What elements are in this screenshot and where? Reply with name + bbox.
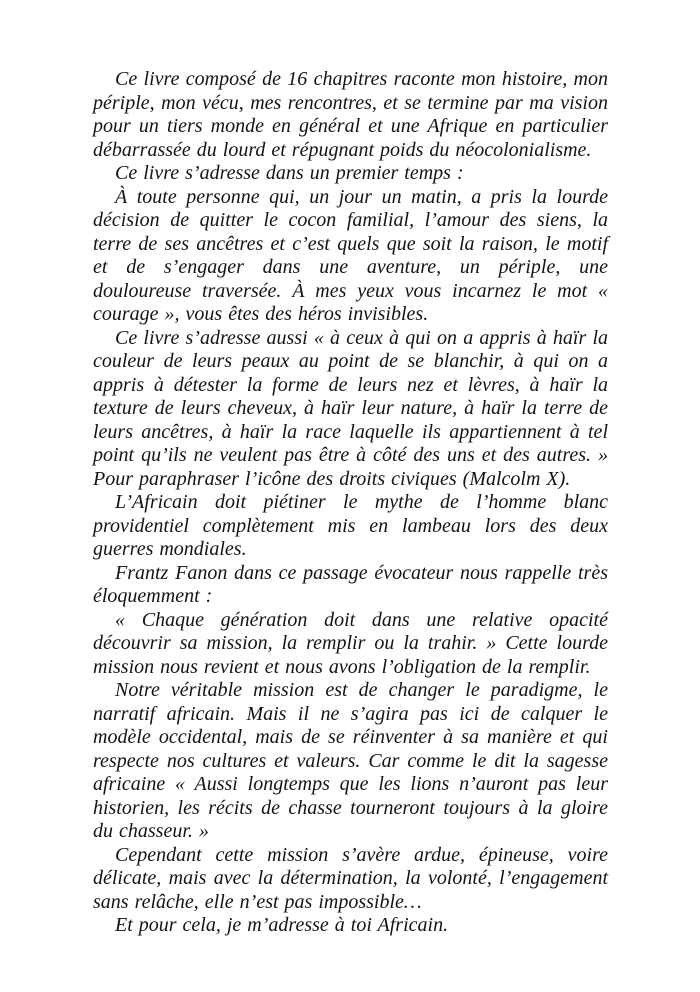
paragraph-closing-address: Et pour cela, je m’adresse à toi Africain.	[115, 914, 449, 936]
paragraph-courage: À toute personne qui, un jour un matin, a pris la lourde décision de quitter le cocon familial, l’amour des siens, la terre de ses ancêtres et c’est quels que soit la raison, le motif et de s’engager dans une aventure, un périple, une douloureuse traversée. À mes yeux vous incarnez le mot « courage », vous êtes des héros invisibles.	[93, 185, 608, 325]
paragraph-fanon-intro: Frantz Fanon dans ce passage évocateur nous rappelle très éloquemment :	[93, 561, 608, 607]
paragraph-mission-difficulty: Cependant cette mission s’avère ardue, épineuse, voire délicate, mais avec la détermination, la volonté, l’engagement sans relâche, elle n’est pas impossible…	[93, 843, 608, 913]
paragraph-african-myth: L’Africain doit piétiner le mythe de l’homme blanc providentiel complètement mis en lambeau lors des deux guerres mondiales.	[93, 491, 608, 560]
paragraph-fanon-quote: « Chaque génération doit dans une relative opacité découvrir sa mission, la remplir ou la trahir. » Cette lourde mission nous revient et nous avons l’obligation de la remplir.	[93, 608, 608, 678]
paragraph-intro-book: Ce livre composé de 16 chapitres raconte mon histoire, mon périple, mon vécu, mes rencontres, et se termine par ma vision pour un tiers monde en général et une Afrique en particulier débarrassée du lourd et répugnant poids du néocolonialisme.	[93, 68, 608, 161]
paragraph-mission-paradigm: Notre véritable mission est de changer le paradigme, le narratif africain. Mais il ne s’agira pas ici de calquer le modèle occidental, mais de se réinventer à sa manière et qui respecte nos cultures et valeurs. Car comme le dit la sagesse africaine « Aussi longtemps que les lions n’auront pas leur historien, les récits de chasse tourneront toujours à la gloire du chasseur. »	[93, 679, 608, 842]
paragraph-address-first: Ce livre s’adresse dans un premier temps :	[115, 162, 464, 184]
paragraph-malcolm-x-quote: Ce livre s’adresse aussi « à ceux à qui on a appris à haïr la couleur de leurs peaux au point de se blanchir, à qui on a appris à détester la forme de leurs nez et lèvres, à haïr la texture de leurs cheveux, à haïr leur nature, à haïr la terre de leurs ancêtres, à haïr la race laquelle ils appartiennent à tel point qu’ils ne veulent pas être à côté des uns et des autres. » Pour paraphraser l’icône des droits civiques (Malcolm X).	[93, 326, 608, 490]
